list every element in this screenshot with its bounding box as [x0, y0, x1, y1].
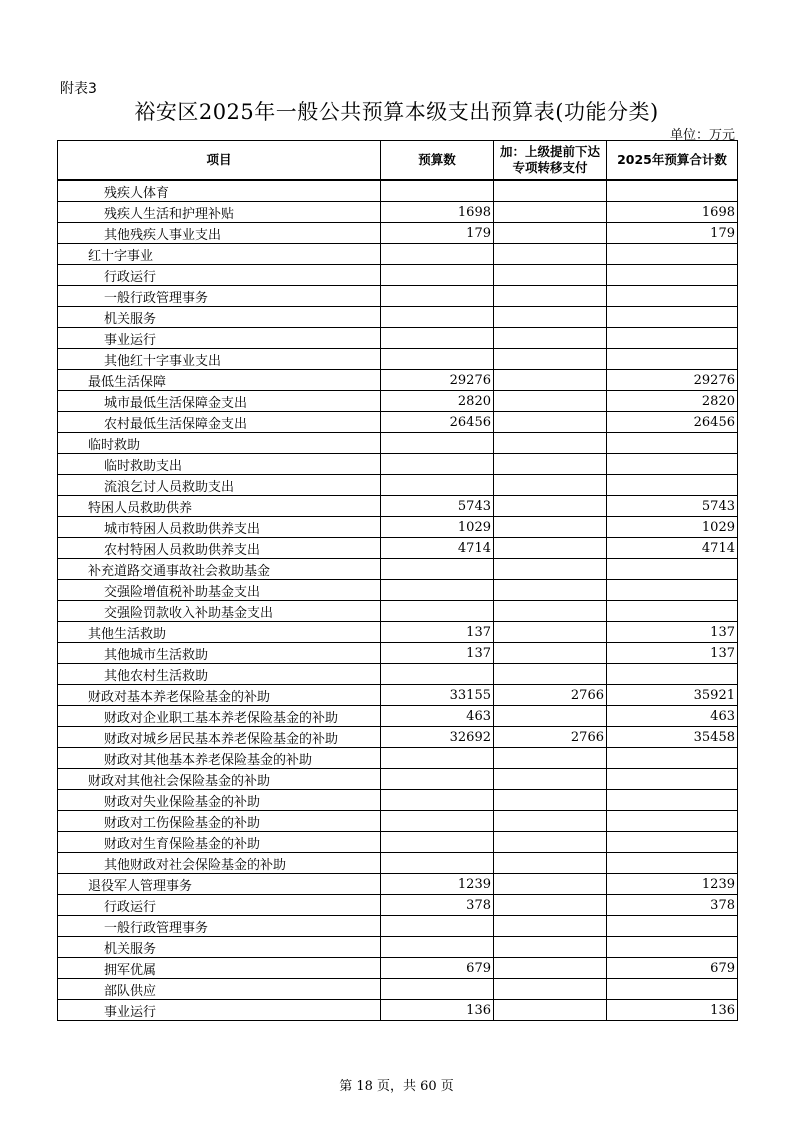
row-budget-value — [381, 748, 494, 769]
row-item-name: 交强险罚款收入补助基金支出 — [58, 601, 381, 622]
table-row — [58, 517, 738, 538]
row-total-value — [607, 454, 738, 475]
row-item-name: 财政对失业保险基金的补助 — [58, 790, 381, 811]
row-transfer-value — [494, 454, 607, 475]
table-row — [58, 202, 738, 223]
row-item-name: 农村特困人员救助供养支出 — [58, 538, 381, 559]
row-budget-value: 26456 — [381, 412, 494, 433]
row-transfer-value — [494, 496, 607, 517]
row-budget-value — [381, 811, 494, 832]
row-transfer-value — [494, 475, 607, 496]
table-row — [58, 580, 738, 601]
row-budget-value: 679 — [381, 958, 494, 979]
table-row — [58, 180, 738, 202]
row-budget-value: 378 — [381, 895, 494, 916]
row-item-name: 临时救助 — [58, 433, 381, 454]
row-budget-value — [381, 832, 494, 853]
row-item-name: 残疾人体育 — [58, 180, 381, 202]
row-item-name: 流浪乞讨人员救助支出 — [58, 475, 381, 496]
row-budget-value — [381, 580, 494, 601]
row-total-value: 26456 — [607, 412, 738, 433]
row-transfer-value — [494, 643, 607, 664]
row-transfer-value — [494, 895, 607, 916]
row-budget-value — [381, 349, 494, 370]
row-budget-value: 137 — [381, 643, 494, 664]
row-budget-value — [381, 265, 494, 286]
row-budget-value: 29276 — [381, 370, 494, 391]
row-item-name: 事业运行 — [58, 1000, 381, 1021]
row-item-name: 特困人员救助供养 — [58, 496, 381, 517]
table-row — [58, 370, 738, 391]
row-item-name: 财政对企业职工基本养老保险基金的补助 — [58, 706, 381, 727]
budget-table — [57, 140, 738, 1021]
row-item-name: 交强险增值税补助基金支出 — [58, 580, 381, 601]
row-total-value — [607, 916, 738, 937]
row-item-name: 最低生活保障 — [58, 370, 381, 391]
row-budget-value: 4714 — [381, 538, 494, 559]
table-row — [58, 874, 738, 895]
row-total-value — [607, 433, 738, 454]
row-total-value: 137 — [607, 643, 738, 664]
row-item-name: 行政运行 — [58, 895, 381, 916]
table-row — [58, 538, 738, 559]
table-row — [58, 559, 738, 580]
column-header-budget: 预算数 — [381, 141, 494, 181]
table-row — [58, 790, 738, 811]
table-row — [58, 727, 738, 748]
row-transfer-value — [494, 180, 607, 202]
row-total-value — [607, 769, 738, 790]
row-total-value: 35921 — [607, 685, 738, 706]
row-total-value — [607, 475, 738, 496]
row-budget-value — [381, 433, 494, 454]
row-total-value: 35458 — [607, 727, 738, 748]
row-budget-value — [381, 454, 494, 475]
row-total-value — [607, 664, 738, 685]
row-item-name: 其他农村生活救助 — [58, 664, 381, 685]
row-total-value: 136 — [607, 1000, 738, 1021]
row-item-name: 财政对工伤保险基金的补助 — [58, 811, 381, 832]
unit-label: 单位：万元 — [669, 128, 735, 143]
row-transfer-value: 2766 — [494, 727, 607, 748]
column-header-transfer: 加：上级提前下达专项转移支付 — [494, 141, 607, 181]
table-row — [58, 643, 738, 664]
row-item-name: 部队供应 — [58, 979, 381, 1000]
row-transfer-value — [494, 874, 607, 895]
row-budget-value — [381, 286, 494, 307]
table-row — [58, 748, 738, 769]
table-row — [58, 895, 738, 916]
row-budget-value — [381, 769, 494, 790]
row-budget-value: 32692 — [381, 727, 494, 748]
row-item-name: 机关服务 — [58, 307, 381, 328]
row-total-value: 1239 — [607, 874, 738, 895]
row-budget-value: 1029 — [381, 517, 494, 538]
row-total-value: 179 — [607, 223, 738, 244]
row-total-value — [607, 286, 738, 307]
row-total-value — [607, 979, 738, 1000]
row-item-name: 其他财政对社会保险基金的补助 — [58, 853, 381, 874]
row-total-value — [607, 349, 738, 370]
row-transfer-value — [494, 790, 607, 811]
row-budget-value — [381, 328, 494, 349]
row-transfer-value — [494, 937, 607, 958]
row-budget-value — [381, 853, 494, 874]
table-row — [58, 601, 738, 622]
row-item-name: 其他残疾人事业支出 — [58, 223, 381, 244]
row-budget-value: 33155 — [381, 685, 494, 706]
table-row — [58, 412, 738, 433]
row-transfer-value — [494, 853, 607, 874]
table-row — [58, 223, 738, 244]
table-row — [58, 307, 738, 328]
table-body — [58, 180, 738, 1021]
row-transfer-value — [494, 1000, 607, 1021]
row-transfer-value — [494, 517, 607, 538]
row-budget-value — [381, 979, 494, 1000]
row-item-name: 农村最低生活保障金支出 — [58, 412, 381, 433]
table-row — [58, 958, 738, 979]
row-transfer-value — [494, 559, 607, 580]
column-header-total: 2025年预算合计数 — [607, 141, 738, 181]
row-budget-value: 5743 — [381, 496, 494, 517]
row-transfer-value — [494, 286, 607, 307]
row-budget-value — [381, 475, 494, 496]
row-transfer-value — [494, 580, 607, 601]
row-total-value — [607, 832, 738, 853]
row-item-name: 财政对其他社会保险基金的补助 — [58, 769, 381, 790]
row-item-name: 城市最低生活保障金支出 — [58, 391, 381, 412]
table-row — [58, 475, 738, 496]
table-row — [58, 1000, 738, 1021]
row-transfer-value — [494, 433, 607, 454]
row-total-value: 1698 — [607, 202, 738, 223]
row-total-value: 463 — [607, 706, 738, 727]
row-budget-value: 179 — [381, 223, 494, 244]
table-row — [58, 454, 738, 475]
row-budget-value — [381, 601, 494, 622]
row-budget-value: 463 — [381, 706, 494, 727]
row-total-value — [607, 853, 738, 874]
row-total-value: 137 — [607, 622, 738, 643]
row-transfer-value: 2766 — [494, 685, 607, 706]
table-row — [58, 433, 738, 454]
row-item-name: 机关服务 — [58, 937, 381, 958]
row-transfer-value — [494, 916, 607, 937]
row-budget-value: 2820 — [381, 391, 494, 412]
row-transfer-value — [494, 811, 607, 832]
row-budget-value — [381, 244, 494, 265]
row-item-name: 残疾人生活和护理补贴 — [58, 202, 381, 223]
row-total-value — [607, 244, 738, 265]
row-budget-value — [381, 180, 494, 202]
table-row — [58, 685, 738, 706]
row-total-value: 29276 — [607, 370, 738, 391]
row-transfer-value — [494, 832, 607, 853]
row-transfer-value — [494, 958, 607, 979]
row-total-value — [607, 307, 738, 328]
row-budget-value: 137 — [381, 622, 494, 643]
table-row — [58, 853, 738, 874]
row-transfer-value — [494, 202, 607, 223]
row-item-name: 事业运行 — [58, 328, 381, 349]
table-row — [58, 916, 738, 937]
row-item-name: 一般行政管理事务 — [58, 286, 381, 307]
row-item-name: 补充道路交通事故社会救助基金 — [58, 559, 381, 580]
row-transfer-value — [494, 265, 607, 286]
row-transfer-value — [494, 349, 607, 370]
row-item-name: 红十字事业 — [58, 244, 381, 265]
row-budget-value — [381, 307, 494, 328]
table-row — [58, 265, 738, 286]
table-row — [58, 937, 738, 958]
row-transfer-value — [494, 244, 607, 265]
table-row — [58, 811, 738, 832]
table-row — [58, 349, 738, 370]
row-budget-value: 136 — [381, 1000, 494, 1021]
row-item-name: 财政对生育保险基金的补助 — [58, 832, 381, 853]
row-total-value — [607, 811, 738, 832]
row-budget-value — [381, 790, 494, 811]
row-item-name: 一般行政管理事务 — [58, 916, 381, 937]
row-total-value: 4714 — [607, 538, 738, 559]
row-transfer-value — [494, 664, 607, 685]
row-budget-value — [381, 559, 494, 580]
row-item-name: 其他城市生活救助 — [58, 643, 381, 664]
row-total-value — [607, 937, 738, 958]
attachment-label: 附表3 — [60, 81, 97, 97]
row-budget-value — [381, 937, 494, 958]
row-total-value: 378 — [607, 895, 738, 916]
row-item-name: 财政对城乡居民基本养老保险基金的补助 — [58, 727, 381, 748]
row-item-name: 财政对其他基本养老保险基金的补助 — [58, 748, 381, 769]
row-transfer-value — [494, 370, 607, 391]
row-total-value — [607, 559, 738, 580]
row-total-value: 1029 — [607, 517, 738, 538]
row-total-value — [607, 748, 738, 769]
row-item-name: 财政对基本养老保险基金的补助 — [58, 685, 381, 706]
row-total-value — [607, 328, 738, 349]
row-transfer-value — [494, 307, 607, 328]
table-row — [58, 769, 738, 790]
row-item-name: 行政运行 — [58, 265, 381, 286]
row-budget-value: 1698 — [381, 202, 494, 223]
table-row — [58, 496, 738, 517]
table-row — [58, 244, 738, 265]
row-transfer-value — [494, 706, 607, 727]
row-transfer-value — [494, 979, 607, 1000]
row-budget-value: 1239 — [381, 874, 494, 895]
page-footer: 第 18 页，共 60 页 — [339, 1079, 454, 1094]
row-budget-value — [381, 916, 494, 937]
row-transfer-value — [494, 391, 607, 412]
row-item-name: 其他红十字事业支出 — [58, 349, 381, 370]
table-row — [58, 832, 738, 853]
table-row — [58, 706, 738, 727]
row-item-name: 临时救助支出 — [58, 454, 381, 475]
row-total-value — [607, 265, 738, 286]
table-row — [58, 979, 738, 1000]
table-row — [58, 391, 738, 412]
row-total-value — [607, 790, 738, 811]
row-transfer-value — [494, 622, 607, 643]
row-budget-value — [381, 664, 494, 685]
row-total-value — [607, 601, 738, 622]
row-transfer-value — [494, 601, 607, 622]
table-row — [58, 664, 738, 685]
table-row — [58, 286, 738, 307]
row-total-value — [607, 180, 738, 202]
row-total-value: 5743 — [607, 496, 738, 517]
row-total-value: 2820 — [607, 391, 738, 412]
row-transfer-value — [494, 748, 607, 769]
row-item-name: 拥军优属 — [58, 958, 381, 979]
row-total-value: 679 — [607, 958, 738, 979]
row-item-name: 其他生活救助 — [58, 622, 381, 643]
table-header-row — [58, 141, 738, 181]
row-transfer-value — [494, 769, 607, 790]
row-total-value — [607, 580, 738, 601]
table-row — [58, 622, 738, 643]
page-title: 裕安区2025年一般公共预算本级支出预算表(功能分类) — [134, 100, 659, 124]
row-item-name: 退役军人管理事务 — [58, 874, 381, 895]
row-transfer-value — [494, 538, 607, 559]
row-transfer-value — [494, 328, 607, 349]
column-header-item: 项目 — [58, 141, 381, 181]
row-transfer-value — [494, 223, 607, 244]
table-row — [58, 328, 738, 349]
row-transfer-value — [494, 412, 607, 433]
row-item-name: 城市特困人员救助供养支出 — [58, 517, 381, 538]
